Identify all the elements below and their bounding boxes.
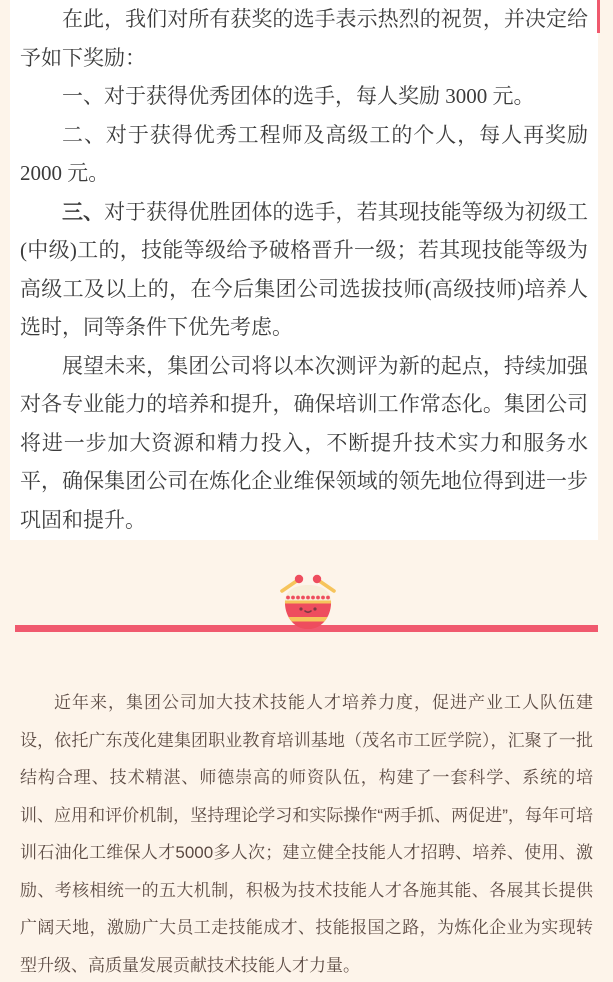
paragraph-lead: 三、 [62, 199, 105, 224]
paragraph-reward-2 [20, 116, 588, 193]
drum-head-dots [286, 596, 330, 600]
content-panel [10, 0, 598, 540]
drum-svg [270, 570, 346, 630]
paragraph-text: 在此，我们对所有获奖的选手表示热烈的祝贺，并决定给予如下奖励： [20, 7, 588, 70]
paragraph-text: 展望未来，集团公司将以本次测评为新的起点，持续加强对各专业能力的培养和提升，确保培训工作常态化。集团公司将进一步加大资源和精力投入，不断提升技术实力和服务水平，确保集团公司在炼化企业维保领域的领先地位得到进一步巩固和提升。 [20, 353, 588, 532]
paragraph-reward-3 [20, 193, 588, 347]
drum-body [282, 585, 334, 630]
right-border-accent [597, 0, 600, 33]
paragraph-outlook [20, 347, 588, 540]
festive-drum-icon [270, 570, 346, 630]
paragraph-text: 对于获得优胜团体的选手，若其现技能等级为初级工(中级)工的，技能等级给予破格晋升一级；若其现技能等级为高级工及以上的，在今后集团公司选拔技师(高级技师)培养人选时，同等条件下优先考虑。 [20, 199, 589, 339]
paragraph-reward-1 [20, 77, 588, 116]
paragraph-congrats [20, 0, 588, 77]
paragraph-text: 二、对于获得优秀工程师及高级工的个人，每人再奖励 2000 元。 [20, 122, 588, 185]
paragraph-text: 一、对于获得优秀团体的选手，每人奖励 3000 元。 [62, 84, 535, 108]
paragraph-talent-development: 近年来，集团公司加大技术技能人才培养力度，促进产业工人队伍建设，依托广东茂化建集团职业教育培训基地（茂名市工匠学院），汇聚了一批结构合理、技术精湛、师德崇高的师资队伍，构建了一套科学、系统的培训、应用和评价机制，坚持理论学习和实际操作“两手抓、两促进”，每年可培训石油化工维保人才5000多人次；建立健全技能人才招聘、培养、使用、激励、考核相统一的五大机制，积极为技术技能人才各施其能、各展其长提供广阔天地，激励广大员工走技能成才、技能报国之路，为炼化企业为实现转型升级、高质量发展贡献技术技能人才力量。 [20, 693, 593, 975]
